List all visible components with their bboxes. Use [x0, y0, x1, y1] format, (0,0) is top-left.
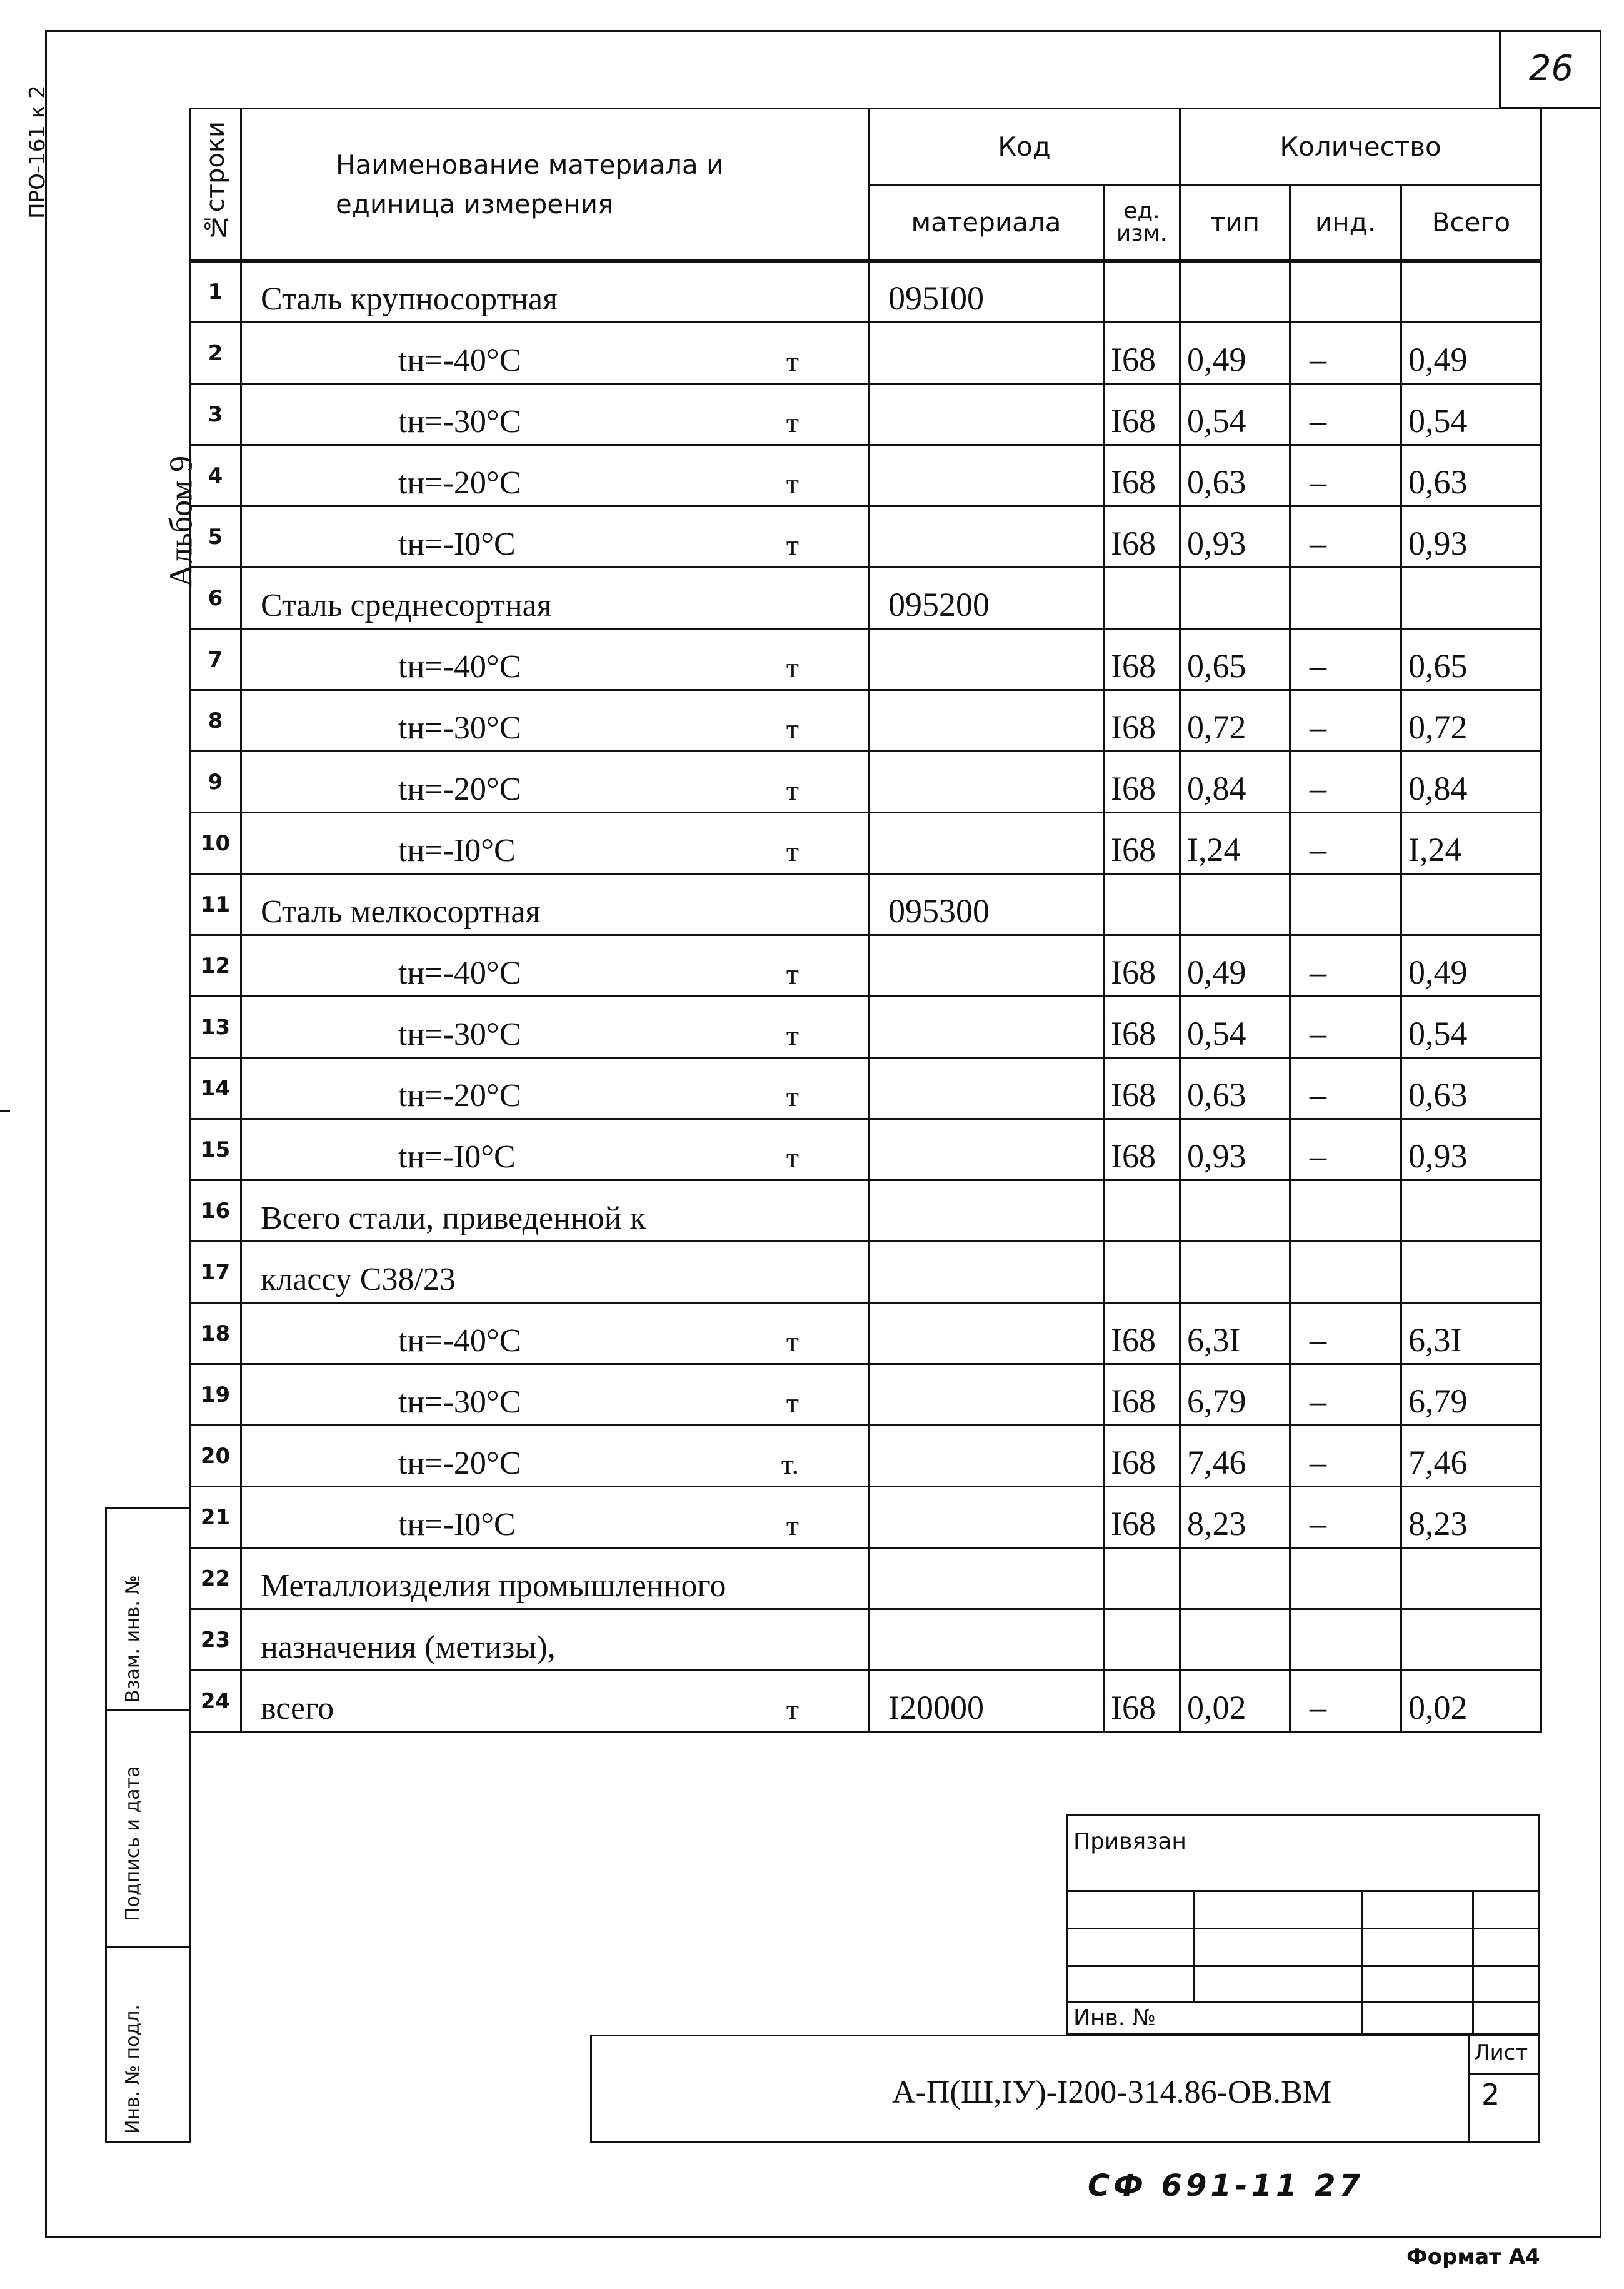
table-row — [190, 935, 1541, 997]
unit-code: I68 — [1104, 1426, 1180, 1487]
material-name — [241, 997, 869, 1058]
material-code — [869, 506, 1104, 568]
qty-type — [1180, 1242, 1290, 1303]
unit-code: I68 — [1104, 506, 1180, 568]
qty-ind: – — [1290, 813, 1401, 874]
unit-text: т — [786, 713, 799, 745]
header-row-no: №строки — [190, 109, 241, 261]
table-row — [190, 323, 1541, 384]
material-code — [869, 1364, 1104, 1426]
material-code — [869, 1058, 1104, 1119]
tb-line — [1068, 1890, 1538, 1892]
qty-type: 0,65 — [1180, 629, 1290, 690]
table-row — [190, 690, 1541, 752]
table-row — [190, 874, 1541, 935]
unit-code: I68 — [1104, 445, 1180, 506]
privyazan-label: Привязан — [1073, 1829, 1186, 1854]
material-name-text: tн=-30°C — [398, 710, 521, 746]
vzam-inv-label: Взам. инв. № — [122, 1575, 144, 1703]
qty-type — [1180, 874, 1290, 935]
row-number: 6 — [190, 568, 241, 629]
material-code: 095200 — [869, 568, 1104, 629]
qty-ind — [1290, 874, 1401, 935]
material-name — [241, 261, 869, 323]
unit-code: I68 — [1104, 1487, 1180, 1548]
qty-total: 0,65 — [1401, 629, 1541, 690]
qty-ind — [1290, 261, 1401, 323]
row-number: 3 — [190, 384, 241, 445]
qty-ind: – — [1290, 1303, 1401, 1364]
qty-total: 0,63 — [1401, 1058, 1541, 1119]
header-name: Наименование материала и единица измерения — [241, 109, 869, 261]
row-number: 21 — [190, 1487, 241, 1548]
unit-code: I68 — [1104, 384, 1180, 445]
material-name — [241, 874, 869, 935]
unit-text: т — [786, 1693, 799, 1725]
material-code — [869, 1242, 1104, 1303]
unit-code — [1104, 1180, 1180, 1242]
title-block-main — [590, 2035, 1540, 2143]
unit-code: I68 — [1104, 1058, 1180, 1119]
material-code — [869, 1180, 1104, 1242]
unit-code — [1104, 1242, 1180, 1303]
side-stamp — [105, 1507, 191, 2143]
material-name — [241, 1671, 869, 1732]
material-name — [241, 1119, 869, 1180]
qty-ind — [1290, 1180, 1401, 1242]
qty-total: 0,02 — [1401, 1671, 1541, 1732]
qty-ind: – — [1290, 1119, 1401, 1180]
material-code — [869, 935, 1104, 997]
material-name-text: всего — [261, 1691, 334, 1726]
unit-code: I68 — [1104, 1303, 1180, 1364]
archive-mark: СФ 691-11 27 — [1088, 2168, 1364, 2203]
sheet-number: 2 — [1481, 2078, 1500, 2111]
material-code — [869, 384, 1104, 445]
title-block-upper — [1066, 1814, 1540, 2035]
material-name — [241, 1180, 869, 1242]
qty-total: 0,84 — [1401, 752, 1541, 813]
material-name-text: tн=-20°C — [398, 1446, 521, 1481]
document-code: А-П(Ш,IУ)-I200-314.86-ОВ.ВМ — [892, 2075, 1332, 2110]
qty-total: 0,54 — [1401, 384, 1541, 445]
table-row — [190, 568, 1541, 629]
material-name-text: tн=-I0°C — [398, 833, 516, 868]
qty-total: 6,79 — [1401, 1364, 1541, 1426]
qty-ind — [1290, 1548, 1401, 1609]
qty-ind: – — [1290, 1487, 1401, 1548]
material-code — [869, 629, 1104, 690]
unit-text: т — [786, 1080, 799, 1112]
material-name — [241, 506, 869, 568]
row-number: 23 — [190, 1609, 241, 1671]
table-row — [190, 1303, 1541, 1364]
unit-text: т — [786, 345, 799, 377]
material-name-text: Сталь среднесортная — [261, 588, 552, 623]
unit-text: т — [786, 1509, 799, 1541]
material-name-text: Металлоизделия промышленного — [261, 1568, 726, 1604]
unit-text: т — [786, 468, 799, 500]
table-row — [190, 1609, 1541, 1671]
unit-code: I68 — [1104, 997, 1180, 1058]
qty-total: 0,93 — [1401, 1119, 1541, 1180]
material-name-text: tн=-40°C — [398, 1323, 521, 1359]
material-name — [241, 1303, 869, 1364]
material-name — [241, 690, 869, 752]
qty-total: 7,46 — [1401, 1426, 1541, 1487]
material-code — [869, 445, 1104, 506]
row-number: 1 — [190, 261, 241, 323]
row-number: 19 — [190, 1364, 241, 1426]
row-number: 15 — [190, 1119, 241, 1180]
row-number: 17 — [190, 1242, 241, 1303]
project-code: ПРО-161 к 2 — [25, 85, 50, 219]
tb-vline — [1361, 1890, 1363, 2036]
qty-type: 0,63 — [1180, 1058, 1290, 1119]
unit-text: т — [786, 651, 799, 683]
material-name — [241, 1364, 869, 1426]
table-row — [190, 752, 1541, 813]
unit-text: т — [786, 958, 799, 990]
qty-type: 0,84 — [1180, 752, 1290, 813]
qty-ind — [1290, 1242, 1401, 1303]
material-name-text: Всего стали, приведенной к — [261, 1200, 646, 1236]
unit-code: I68 — [1104, 1364, 1180, 1426]
materials-table — [189, 108, 1542, 1733]
material-code — [869, 813, 1104, 874]
material-name-text: tн=-40°C — [398, 955, 521, 991]
material-name-text: tн=-I0°C — [398, 526, 516, 562]
inv-no-label: Инв. № — [1073, 2005, 1156, 2031]
material-name — [241, 752, 869, 813]
material-name-text: tн=-30°C — [398, 1017, 521, 1052]
material-code — [869, 1303, 1104, 1364]
fold-mark — [0, 1110, 10, 1112]
table-row — [190, 1180, 1541, 1242]
unit-text: т — [786, 1326, 799, 1357]
material-code: 095300 — [869, 874, 1104, 935]
table-row — [190, 629, 1541, 690]
row-number: 24 — [190, 1671, 241, 1732]
qty-type — [1180, 1609, 1290, 1671]
unit-text: т. — [781, 1448, 799, 1480]
row-number: 18 — [190, 1303, 241, 1364]
qty-total: 0,49 — [1401, 935, 1541, 997]
qty-ind: – — [1290, 629, 1401, 690]
qty-total — [1401, 1180, 1541, 1242]
material-code — [869, 1609, 1104, 1671]
unit-code: I68 — [1104, 690, 1180, 752]
material-code — [869, 690, 1104, 752]
table-row — [190, 261, 1541, 323]
tb-vline — [1193, 1890, 1195, 2001]
qty-type: I,24 — [1180, 813, 1290, 874]
qty-ind: – — [1290, 1671, 1401, 1732]
row-number: 2 — [190, 323, 241, 384]
tb-line — [1068, 1965, 1538, 1967]
qty-ind: – — [1290, 690, 1401, 752]
material-name-text: tн=-20°C — [398, 1078, 521, 1114]
material-code — [869, 1548, 1104, 1609]
qty-total — [1401, 568, 1541, 629]
table-row — [190, 813, 1541, 874]
qty-type: 0,54 — [1180, 997, 1290, 1058]
qty-total: 0,49 — [1401, 323, 1541, 384]
row-number: 10 — [190, 813, 241, 874]
material-name — [241, 1548, 869, 1609]
tb-line — [1470, 2073, 1538, 2075]
qty-type — [1180, 1548, 1290, 1609]
material-code: I20000 — [869, 1671, 1104, 1732]
qty-type: 7,46 — [1180, 1426, 1290, 1487]
table-row — [190, 1548, 1541, 1609]
qty-type — [1180, 1180, 1290, 1242]
tb-line — [1068, 1928, 1538, 1929]
stamp-divider — [107, 1946, 189, 1948]
qty-total: I,24 — [1401, 813, 1541, 874]
qty-type: 8,23 — [1180, 1487, 1290, 1548]
table-row — [190, 1058, 1541, 1119]
material-name — [241, 813, 869, 874]
qty-total — [1401, 261, 1541, 323]
material-code — [869, 1487, 1104, 1548]
qty-ind — [1290, 1609, 1401, 1671]
qty-total — [1401, 1242, 1541, 1303]
header-quantity: Количество — [1180, 109, 1541, 185]
tb-vline — [1472, 1890, 1474, 2036]
material-name — [241, 323, 869, 384]
qty-total: 8,23 — [1401, 1487, 1541, 1548]
qty-total: 6,3I — [1401, 1303, 1541, 1364]
row-number: 9 — [190, 752, 241, 813]
unit-code — [1104, 1609, 1180, 1671]
signature-date-label: Подпись и дата — [122, 1766, 144, 1921]
header-q-ind: инд. — [1290, 185, 1401, 261]
table-row — [190, 506, 1541, 568]
qty-type — [1180, 261, 1290, 323]
material-code — [869, 997, 1104, 1058]
unit-code: I68 — [1104, 813, 1180, 874]
material-name — [241, 1487, 869, 1548]
qty-ind: – — [1290, 506, 1401, 568]
qty-ind: – — [1290, 1058, 1401, 1119]
table-row — [190, 384, 1541, 445]
unit-code — [1104, 261, 1180, 323]
header-code: Код — [869, 109, 1180, 185]
unit-code: I68 — [1104, 1119, 1180, 1180]
material-code — [869, 752, 1104, 813]
qty-ind: – — [1290, 997, 1401, 1058]
table-row — [190, 1487, 1541, 1548]
unit-code — [1104, 874, 1180, 935]
qty-type: 0,93 — [1180, 1119, 1290, 1180]
qty-ind: – — [1290, 1364, 1401, 1426]
qty-ind: – — [1290, 1426, 1401, 1487]
unit-text: т — [786, 1387, 799, 1419]
material-code — [869, 323, 1104, 384]
row-number: 4 — [190, 445, 241, 506]
unit-code: I68 — [1104, 752, 1180, 813]
material-name-text: tн=-30°C — [398, 404, 521, 440]
row-number: 8 — [190, 690, 241, 752]
stamp-divider — [107, 1709, 189, 1711]
material-name — [241, 445, 869, 506]
qty-total: 0,63 — [1401, 445, 1541, 506]
header-code-material: материала — [869, 185, 1104, 261]
unit-text: т — [786, 406, 799, 438]
qty-ind: – — [1290, 935, 1401, 997]
row-number: 14 — [190, 1058, 241, 1119]
material-name-text: tн=-I0°C — [398, 1507, 516, 1542]
table-row — [190, 1671, 1541, 1732]
material-name — [241, 1242, 869, 1303]
qty-type: 0,63 — [1180, 445, 1290, 506]
row-number: 20 — [190, 1426, 241, 1487]
table-row — [190, 1426, 1541, 1487]
qty-ind: – — [1290, 384, 1401, 445]
unit-code: I68 — [1104, 323, 1180, 384]
unit-text: т — [786, 1019, 799, 1051]
row-number: 7 — [190, 629, 241, 690]
qty-type: 0,49 — [1180, 935, 1290, 997]
inv-podl-label: Инв. № подл. — [122, 2005, 144, 2134]
material-code — [869, 1426, 1104, 1487]
material-name-text: назначения (метизы), — [261, 1629, 556, 1665]
row-number: 16 — [190, 1180, 241, 1242]
row-number: 22 — [190, 1548, 241, 1609]
qty-total: 0,93 — [1401, 506, 1541, 568]
material-name — [241, 568, 869, 629]
table-row — [190, 1242, 1541, 1303]
qty-total — [1401, 874, 1541, 935]
table-row — [190, 1364, 1541, 1426]
qty-ind: – — [1290, 445, 1401, 506]
qty-type: 0,54 — [1180, 384, 1290, 445]
qty-total: 0,54 — [1401, 997, 1541, 1058]
material-name — [241, 1058, 869, 1119]
qty-total — [1401, 1548, 1541, 1609]
header-q-type: тип — [1180, 185, 1290, 261]
table-row — [190, 445, 1541, 506]
row-number: 11 — [190, 874, 241, 935]
material-name-text: классу С38/23 — [261, 1262, 456, 1297]
sheet-cell — [1468, 2036, 1538, 2141]
row-number: 13 — [190, 997, 241, 1058]
format-label: Формат А4 — [1406, 2245, 1540, 2270]
material-code — [869, 1119, 1104, 1180]
header-code-unit: ед. изм. — [1104, 185, 1180, 261]
unit-text: т — [786, 835, 799, 867]
qty-total: 0,72 — [1401, 690, 1541, 752]
unit-code — [1104, 568, 1180, 629]
qty-ind — [1290, 568, 1401, 629]
material-name-text: tн=-I0°C — [398, 1139, 516, 1175]
material-name — [241, 935, 869, 997]
qty-type — [1180, 568, 1290, 629]
qty-ind: – — [1290, 323, 1401, 384]
qty-type: 0,49 — [1180, 323, 1290, 384]
qty-type: 6,79 — [1180, 1364, 1290, 1426]
unit-code: I68 — [1104, 629, 1180, 690]
material-name-text: tн=-40°C — [398, 649, 521, 685]
material-name — [241, 1609, 869, 1671]
unit-code: I68 — [1104, 1671, 1180, 1732]
material-name-text: tн=-20°C — [398, 465, 521, 501]
unit-code — [1104, 1548, 1180, 1609]
qty-type: 0,93 — [1180, 506, 1290, 568]
material-name-text: tн=-40°C — [398, 343, 521, 378]
qty-type: 0,02 — [1180, 1671, 1290, 1732]
page-number: 26 — [1499, 30, 1601, 109]
table-row — [190, 1119, 1541, 1180]
material-name — [241, 1426, 869, 1487]
row-number: 5 — [190, 506, 241, 568]
table-row — [190, 997, 1541, 1058]
material-name — [241, 384, 869, 445]
unit-text: т — [786, 1142, 799, 1174]
material-name — [241, 629, 869, 690]
tb-line — [1068, 2001, 1538, 2003]
qty-ind: – — [1290, 752, 1401, 813]
unit-text: т — [786, 774, 799, 806]
material-name-text: Сталь мелкосортная — [261, 894, 541, 930]
qty-type: 6,3I — [1180, 1303, 1290, 1364]
unit-code: I68 — [1104, 935, 1180, 997]
material-name-text: Сталь крупносортная — [261, 281, 558, 317]
sheet-label: Лист — [1474, 2040, 1528, 2065]
album-label: Альбом 9 — [163, 455, 199, 588]
qty-type: 0,72 — [1180, 690, 1290, 752]
material-name-text: tн=-30°C — [398, 1384, 521, 1420]
row-number: 12 — [190, 935, 241, 997]
qty-total — [1401, 1609, 1541, 1671]
material-name-text: tн=-20°C — [398, 772, 521, 807]
material-code: 095I00 — [869, 261, 1104, 323]
header-q-total: Всего — [1401, 185, 1541, 261]
unit-text: т — [786, 529, 799, 561]
